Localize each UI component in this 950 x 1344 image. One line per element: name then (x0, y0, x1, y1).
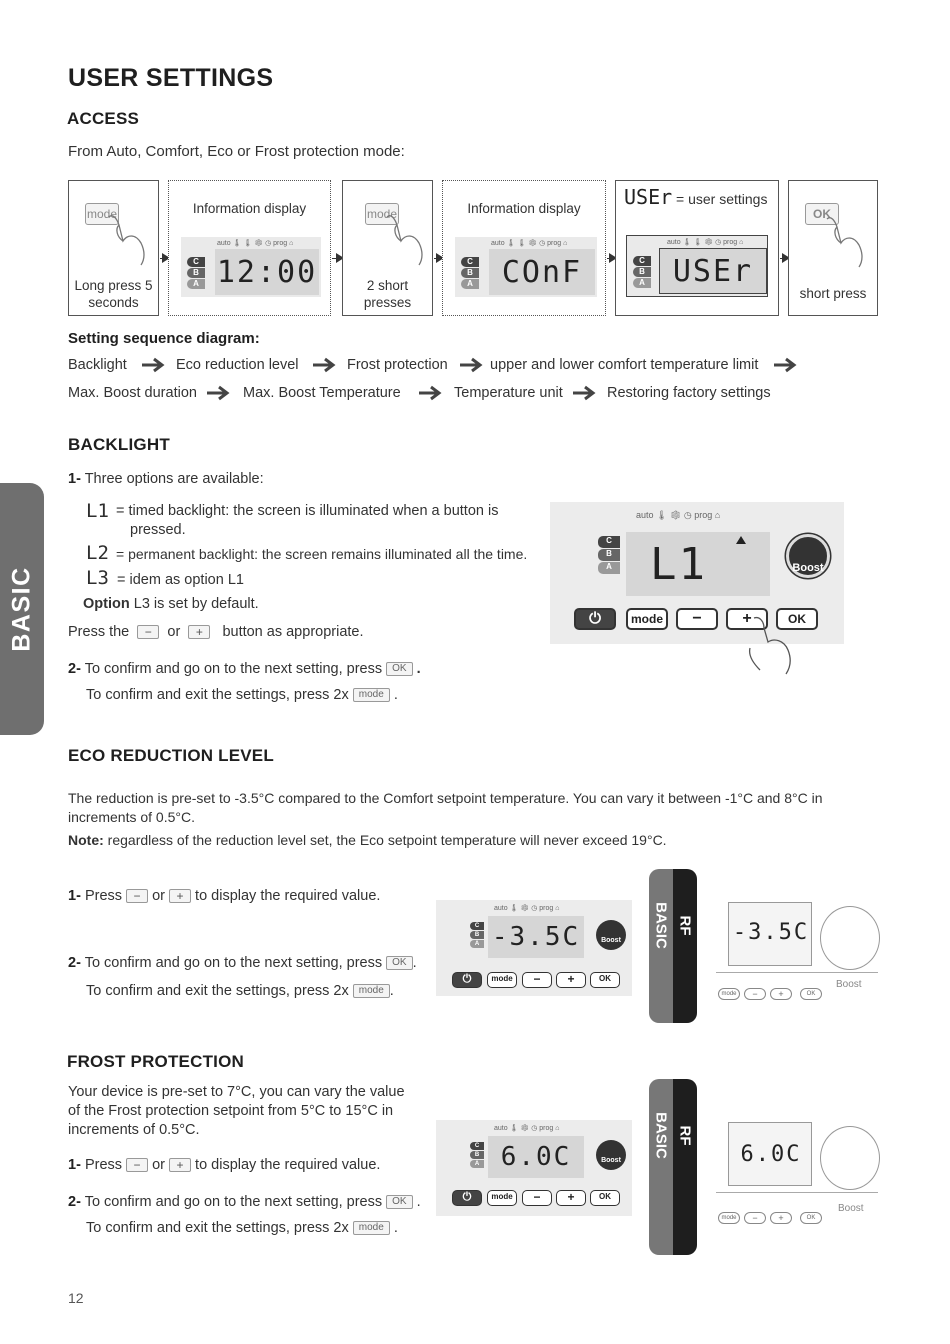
frost-paragraph: of the Frost protection setpoint from 5°C to 15°C in (68, 1103, 394, 1119)
exit-end: . (393, 687, 398, 703)
option-code: L2 (86, 542, 109, 564)
lcd-display: 6.0C (735, 1137, 807, 1171)
device-panel-backlight (550, 502, 844, 644)
note-label: Note: (68, 832, 104, 848)
hand-press-icon (823, 205, 869, 269)
flow-step-caption: 2 short presses (363, 278, 412, 310)
eco-heading: ECO REDUCTION LEVEL (68, 746, 274, 765)
cba-indicator: C B A (633, 256, 651, 289)
option-text: = timed backlight: the screen is illuminated when a button is (116, 503, 499, 519)
eco-step1 (68, 887, 380, 906)
step-text: to display the required value. (195, 1157, 381, 1173)
rf-divider (716, 1192, 878, 1200)
step-text: Press (84, 888, 123, 904)
sequence-item: Eco reduction level (176, 357, 299, 373)
step-number: 2- (68, 1194, 81, 1210)
option-default-text: L3 is set by default. (133, 596, 259, 612)
rf-lcd-frame (728, 902, 812, 966)
ok-button[interactable]: OK (800, 1212, 822, 1224)
mode-button[interactable]: mode (718, 1212, 740, 1224)
exit-text: To confirm and exit the settings, press 2x (86, 1220, 349, 1236)
rf-device-frost (716, 1118, 878, 1226)
ok-button[interactable]: OK (590, 1190, 620, 1206)
minus-button[interactable]: − (744, 988, 766, 1000)
sequence-item: Max. Boost Temperature (243, 385, 401, 401)
press-instruction (68, 623, 364, 642)
lcd-display: -3.5C (488, 916, 584, 958)
note-text: regardless of the reduction level set, the Eco setpoint temperature will never exceed 19°C. (107, 832, 667, 848)
arrow-right-icon (459, 357, 483, 373)
step-number: 1- (68, 888, 81, 904)
rf-device-eco (716, 900, 878, 1006)
access-intro: From Auto, Comfort, Eco or Frost protection mode: (68, 143, 405, 160)
lcd-display: USEr (659, 248, 767, 294)
mode-icons-strip: auto 🌡 ❄ ◷ prog ⌂ (636, 510, 721, 520)
flow-step-caption: Information display (192, 201, 307, 216)
eco-paragraph-cont: increments of 0.5°C. (68, 809, 195, 825)
mode-icons-strip: auto 🌡 ❄ ◷ prog ⌂ (494, 905, 560, 912)
lcd-display: 6.0C (488, 1136, 584, 1178)
exit-text: To confirm and exit the settings, press 2x (86, 983, 349, 999)
arrow-right-icon (418, 385, 442, 401)
sequence-item: Temperature unit (454, 385, 563, 401)
step-number: 1- (68, 471, 81, 487)
power-button[interactable]: ⏻ (452, 972, 482, 988)
boost-label: Boost (838, 1203, 864, 1214)
power-button[interactable]: ⏻ (574, 608, 616, 630)
basic-label: BASIC (652, 1112, 670, 1159)
hand-press-icon (383, 203, 429, 267)
lcd-display: COnF (489, 249, 595, 295)
step-text: To confirm and go on to the next setting, press (84, 1194, 383, 1210)
step-number: 2- (68, 955, 81, 971)
rf-lcd-frame (728, 1122, 812, 1186)
mode-icons-strip: auto 🌡 ❄ ◷ prog ⌂ (494, 1125, 560, 1132)
boost-button[interactable]: Boost (596, 920, 626, 950)
boost-button[interactable]: Boost (596, 1140, 626, 1170)
eco-note (68, 831, 667, 850)
access-flow (0, 0, 950, 330)
control-dial[interactable] (820, 1126, 880, 1190)
minus-key-icon: − (137, 625, 159, 639)
plus-button[interactable]: + (770, 1212, 792, 1224)
user-settings-code: USEr (624, 185, 673, 209)
option-text: = permanent backlight: the screen remains illuminated all the time. (116, 546, 528, 562)
cba-indicator: C B A (461, 257, 479, 290)
or-text: or (167, 624, 181, 640)
mode-key-icon: mode (353, 688, 390, 702)
ok-key-icon: OK (386, 662, 412, 676)
backlight-exit (86, 686, 398, 705)
plus-button[interactable]: + (556, 1190, 586, 1206)
lcd-panel (181, 237, 321, 297)
cba-indicator: C B A (470, 922, 484, 949)
mode-key-icon: mode (365, 203, 399, 225)
mode-key-icon: mode (353, 1221, 390, 1235)
step-text: Three options are available: (84, 471, 264, 487)
eco-exit: To confirm and exit the settings, press 2x mode . (86, 983, 394, 999)
cba-indicator: C B A (598, 536, 620, 575)
plus-key-icon: + (169, 1158, 191, 1172)
sequence-item: Restoring factory settings (607, 385, 771, 401)
flow-step-short-press (788, 180, 878, 316)
hand-press-icon (746, 612, 796, 676)
lcd-panel (626, 235, 768, 297)
step-number: 2- (68, 661, 81, 677)
flow-step-long-press (68, 180, 159, 316)
frost-step1 (68, 1156, 380, 1175)
step-end: . (416, 661, 421, 677)
indicator-triangle (736, 536, 746, 544)
lcd-display: 12:00 (215, 249, 319, 295)
option-code: L1 (86, 500, 109, 522)
flow-step-info-display-conf (442, 180, 606, 316)
step-text: To confirm and go on to the next setting, press (84, 955, 383, 971)
arrow-right-icon (206, 385, 230, 401)
sequence-item: upper and lower comfort temperature limit (490, 357, 759, 373)
flow-arrow (434, 258, 442, 259)
flow-step-caption: Long press 5 seconds (74, 278, 153, 310)
minus-button[interactable]: − (676, 608, 718, 630)
option-label: Option (83, 596, 130, 612)
minus-key-icon: − (126, 1158, 148, 1172)
mode-button[interactable]: mode (487, 972, 517, 988)
arrow-right-icon (141, 357, 165, 373)
basic-rf-tab (649, 869, 697, 1023)
step-text: Press (84, 1157, 123, 1173)
sequence-item: Backlight (68, 357, 127, 373)
option-code: L3 (86, 567, 109, 589)
hand-press-icon (105, 203, 151, 267)
basic-label: BASIC (652, 902, 670, 949)
step-number: 1- (68, 1157, 81, 1173)
flow-arrow (780, 258, 788, 259)
ok-button[interactable]: OK (776, 608, 818, 630)
minus-button[interactable]: − (522, 972, 552, 988)
frost-paragraph: Your device is pre-set to 7°C, you can vary the value (68, 1084, 405, 1100)
minus-button[interactable]: − (744, 1212, 766, 1224)
device-panel-frost (436, 1120, 632, 1216)
flow-arrow (160, 258, 168, 259)
option-text-cont: pressed. (130, 522, 186, 538)
rf-label: RF (676, 1125, 694, 1146)
ok-key-icon: OK (805, 203, 839, 225)
press-text: Press the (68, 624, 130, 640)
lcd-panel (455, 237, 597, 297)
ok-key-icon: OK (386, 956, 412, 970)
flow-step-two-short-presses (342, 180, 433, 316)
mode-key-icon: mode (353, 984, 390, 998)
lcd-display: -3.5C (735, 915, 807, 949)
mode-icons-strip: auto 🌡 🌡 ❄ ◷ prog ⌂ (217, 240, 294, 247)
flow-step-user-settings (615, 180, 779, 316)
frost-step2: 2- To confirm and go on to the next setting, press OK . (68, 1194, 421, 1210)
power-button[interactable]: ⏻ (452, 1190, 482, 1206)
flow-arrow (332, 258, 342, 259)
step-text: to display the required value. (195, 888, 381, 904)
eco-step2: 2- To confirm and go on to the next setting, press OK . (68, 955, 417, 971)
boost-label: Boost (836, 979, 862, 990)
arrow-right-icon (572, 385, 596, 401)
step-text: To confirm and go on to the next setting, press (84, 661, 383, 677)
plus-key-icon: + (169, 889, 191, 903)
mode-icons-strip: auto 🌡 🌡 ❄ ◷ prog ⌂ (491, 240, 568, 247)
backlight-step2 (68, 660, 421, 679)
flow-arrow (607, 258, 615, 259)
section-tab-label: BASIC (7, 566, 36, 652)
arrow-right-icon (312, 357, 336, 373)
control-dial[interactable] (820, 906, 880, 970)
ok-button[interactable]: OK (800, 988, 822, 1000)
eco-paragraph: The reduction is pre-set to -3.5°C compared to the Comfort setpoint temperature. You can vary it between -1°C and 8°C in (68, 790, 823, 806)
option-default (83, 595, 259, 614)
sequence-item: Max. Boost duration (68, 385, 197, 401)
arrow-right-icon (773, 357, 797, 373)
access-heading: ACCESS (67, 109, 140, 128)
mode-key-icon: mode (85, 203, 119, 225)
flow-step-caption: short press (799, 286, 867, 301)
mode-button[interactable]: mode (718, 988, 740, 1000)
frost-exit: To confirm and exit the settings, press 2x mode . (86, 1220, 398, 1236)
sequence-item: Frost protection (347, 357, 448, 373)
cba-indicator: C B A (470, 1142, 484, 1169)
plus-button[interactable]: + (556, 972, 586, 988)
lcd-display: L1 (626, 532, 770, 596)
plus-key-icon: + (188, 625, 210, 639)
frost-heading: FROST PROTECTION (67, 1052, 244, 1071)
plus-button[interactable]: + (726, 608, 768, 630)
minus-key-icon: − (126, 889, 148, 903)
mode-button[interactable]: mode (626, 608, 668, 630)
press-text: button as appropriate. (222, 624, 364, 640)
option-text: = idem as option L1 (117, 572, 244, 588)
frost-paragraph: increments of 0.5°C. (68, 1122, 200, 1138)
cba-indicator: C B A (187, 257, 205, 290)
backlight-heading: BACKLIGHT (68, 435, 170, 454)
flow-step-caption: = user settings (676, 191, 768, 207)
device-panel-eco (436, 900, 632, 996)
ok-button[interactable]: OK (590, 972, 620, 988)
section-tab-basic (0, 483, 44, 735)
page-number: 12 (68, 1290, 84, 1306)
plus-button[interactable]: + (770, 988, 792, 1000)
mode-button[interactable]: mode (487, 1190, 517, 1206)
page-title: USER SETTINGS (68, 64, 274, 92)
or-text: or (152, 1157, 165, 1173)
exit-text: To confirm and exit the settings, press 2x (86, 687, 349, 703)
flow-step-caption: Information display (467, 201, 581, 216)
basic-rf-tab (649, 1079, 697, 1255)
flow-step-info-display (168, 180, 331, 316)
minus-button[interactable]: − (522, 1190, 552, 1206)
rf-label: RF (676, 915, 694, 936)
backlight-step1 (68, 470, 264, 489)
mode-icons-strip: auto 🌡 🌡 ❄ ◷ prog ⌂ (667, 239, 744, 246)
or-text: or (152, 888, 165, 904)
ok-key-icon: OK (386, 1195, 412, 1209)
boost-button[interactable]: Boost (786, 534, 830, 578)
sequence-heading: Setting sequence diagram: (68, 330, 260, 347)
